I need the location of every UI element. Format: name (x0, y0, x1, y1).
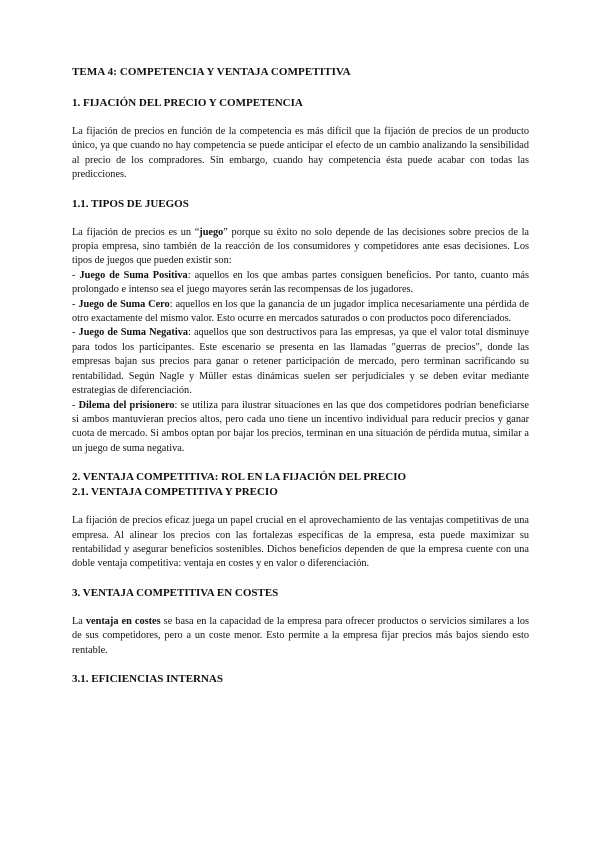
section-3-heading: 3. VENTAJA COMPETITIVA EN COSTES (72, 586, 279, 599)
section-1-1-heading: 1.1. TIPOS DE JUEGOS (72, 197, 189, 210)
section-1-1-intro (72, 226, 529, 269)
list-term: Juego de Suma Negativa (78, 327, 188, 339)
list-item-suma-positiva (72, 269, 529, 298)
section-1-paragraph: La fijación de precios en función de la competencia es más difícil que la fijación de precios de un producto único, ya que cuando no hay competencia se puede anticipar el efecto de un cambio analizando la sensibilidad al precio de los compradores. Sin embargo, cuando hay competencia ésta puede acabar con todas las predicciones. (72, 126, 529, 181)
spacer (72, 456, 529, 470)
section-2-heading: 2. VENTAJA COMPETITIVA: ROL EN LA FIJACIÓN DEL PRECIO (72, 471, 407, 484)
list-dash: - (72, 269, 80, 281)
section-2-1-heading: 2.1. VENTAJA COMPETITIVA Y PRECIO (72, 486, 278, 499)
list-dash: - (72, 399, 79, 411)
list-dash: - (72, 298, 79, 310)
list-text: : aquellos en los que la ganancia de un jugador implica necesariamente una pérdida de otro exactamente del mismo valor. Esto ocurre en mercados saturados o con productos poco diferenciados. (72, 298, 529, 325)
list-text: : aquellos en los que ambas partes consiguen beneficios. Por tanto, cuanto más prolongado e intenso sea el juego mayores serán las recompensas de los jugadores. (72, 269, 529, 296)
list-item-suma-negativa (72, 326, 529, 398)
list-term: Juego de Suma Positiva (79, 269, 188, 281)
list-text: : se utiliza para ilustrar situaciones en las que dos competidores podrían beneficiarse si ambos mantuvieran precios altos, pero cada uno tiene un incentivo individual para reducir precios y ganar cuota de mercado. Si ambos optan por bajar los precios, terminan en una situación de pérdida mutua, similar a un juego de suma negativa. (72, 399, 529, 454)
intro-bold-term: juego (199, 226, 224, 238)
intro-text-b: ” porque su éxito no solo depende de las decisiones sobre precios de la propia empresa, sino también de la reacción de los consumidores y competidores ante esas decisiones. Los tipos de juegos que pueden existir son: (72, 226, 529, 267)
section-1-heading: 1. FIJACIÓN DEL PRECIO Y COMPETENCIA (72, 97, 303, 109)
section-3-1-heading: 3.1. EFICIENCIAS INTERNAS (72, 672, 223, 685)
list-item-dilema-prisionero (72, 399, 529, 457)
section-2-1-paragraph: La fijación de precios eficaz juega un papel crucial en el aprovechamiento de las ventajas competitivas de una empresa. Al alinear los precios con las fortalezas específicas de la empresa, esta puede maximizar su rentabilidad y asegurar beneficios sostenibles. Dichos beneficios dependen de que la empresa cuente con una doble ventaja competitiva: ventaja en costes y en valor o diferenciación. (72, 515, 529, 570)
para-bold-term: ventaja en costes (85, 615, 161, 627)
section-3-paragraph (72, 615, 529, 658)
list-term: Juego de Suma Cero (78, 298, 170, 310)
list-dash: - (72, 327, 79, 339)
list-text: : aquellos que son destructivos para las empresas, ya que el valor total disminuye para todos los participantes. Este escenario se presenta en las llamadas "guerras de precios", donde las empresas bajan sus precios para ganar o retener participación de mercado, pero terminan sacrificando su rentabilidad. Según Nagle y Müller estas dinámicas suelen ser perjudiciales y se deben evitar mediante estrategias de diferenciación. (72, 327, 529, 397)
list-term: Dilema del prisionero (78, 399, 175, 411)
list-item-suma-cero (72, 298, 529, 327)
document-page (72, 66, 529, 687)
intro-text-a: La fijación de precios es un “ (72, 226, 200, 238)
para-text-b: se basa en la capacidad de la empresa para ofrecer productos o servicios similares a los de sus competidores, pero a un coste menor. Esto permite a la empresa fijar precios más bajos siendo esto rentable. (72, 615, 530, 656)
para-text-a: La (72, 615, 86, 627)
document-title: TEMA 4: COMPETENCIA Y VENTAJA COMPETITIVA (72, 66, 351, 78)
